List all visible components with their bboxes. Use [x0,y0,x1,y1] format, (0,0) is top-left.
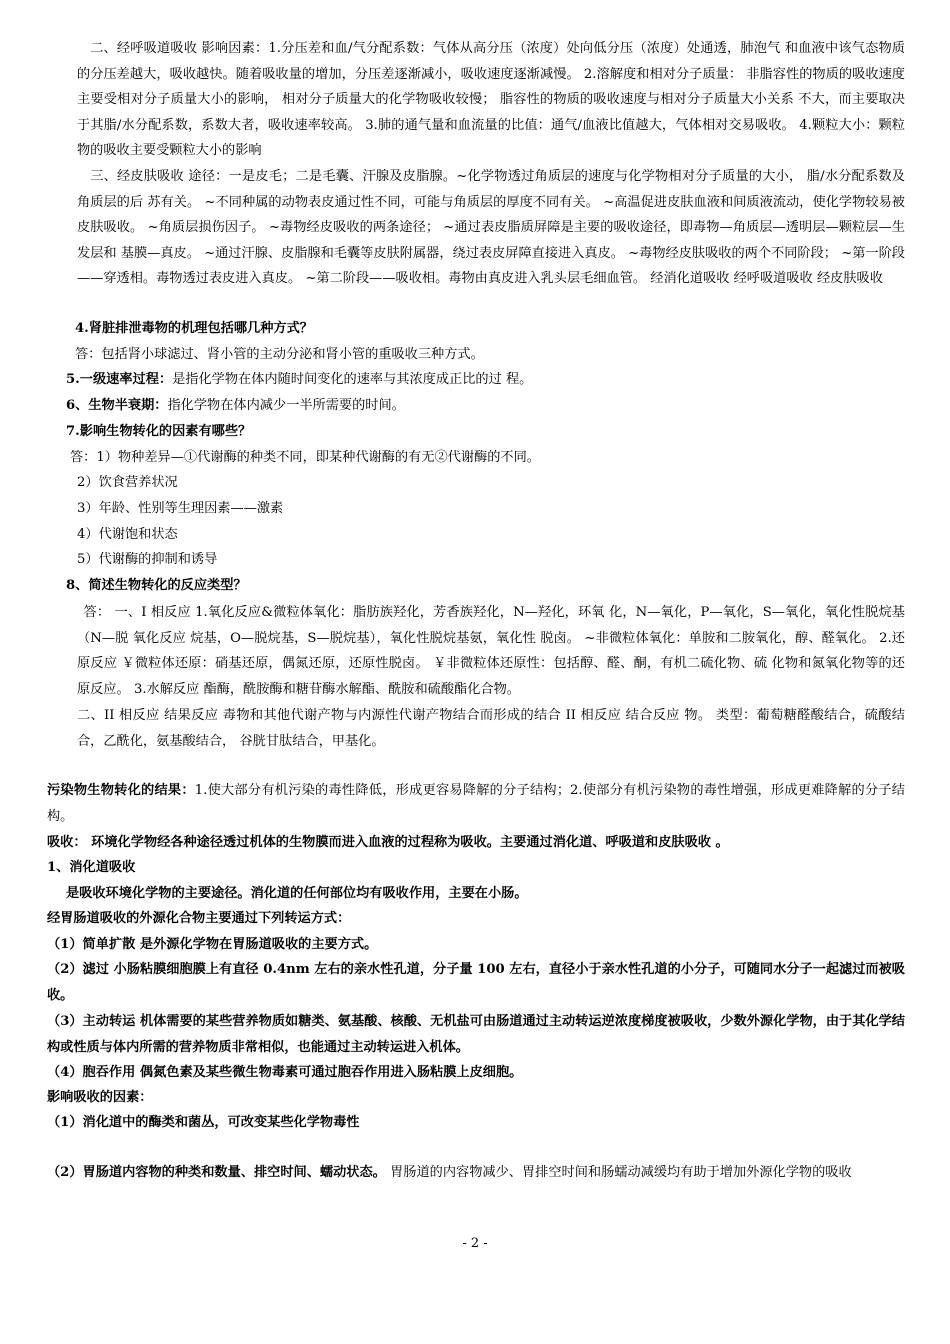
digestive-absorption-text: 是吸收环境化学物的主要途径。消化道的任何部位均有吸收作用，主要在小肠。 [66,886,528,901]
answer-8-phase-1: 答： 一、I 相反应 1.氧化反应&微粒体氧化：脂肪族羟化，芳香族羟化，N—羟化，环氧 化，N—氧化，P—氧化，S—氧化，氧化性脱烷基（N—脱 氧化反应 烷基，O—脱烷基，S—脱烷基），氧化性脱烷基氨，氧化性 脱卤。 ~非微粒体氧化：单胺和二胺氧化，醇、醛氧化。 2.还原反应 ￥微粒体还原：硝基还原，偶氮还原，还原性脱卤。 ￥非微粒体还原性：包括醇、醛、酮，有机二硫化物、硫 化物和氮氧化物等的还原反应。 3.水解反应 酯酶，酰胺酶和糖苷酶水解酯、酰胺和硫酸酯化合物。 [77,605,905,697]
page-number: - 2 - [462,1236,488,1251]
factor-1: （1）消化道中的酶类和菌丛，可改变某些化学物毒性 [47,1115,360,1130]
term-definition: 1.使大部分有机污染的毒性降低，形成更容易降解的分子结构；2.使部分有机污染物的毒性增强，形成更难降解的分子结构。 [47,783,905,825]
paragraph-transformation-results [47,778,905,830]
absorption-definition: 吸收： 环境化学物经各种途径透过机体的生物膜而进入血液的过程称为吸收。主要通过消化道、呼吸道和皮肤吸收 。 [47,835,729,850]
answer-8-phase-2: 二、II 相反应 结果反应 毒物和其他代谢产物与内源性代谢产物结合而形成的结合 II 相反应 结合反应 物。 类型：葡萄糖醛酸结合，硫酸结合，乙酰化，氨基酸结合， 谷胱甘肽结合，甲基化。 [77,708,905,749]
transport-route-1: （1）简单扩散 是外源化学物在胃肠道吸收的主要方式。 [47,937,378,952]
question-7: 7.影响生物转化的因素有哪些？ [66,424,252,439]
paragraph-skin-absorption: 三、经皮肤吸收 途径：一是皮毛；二是毛囊、汗腺及皮脂腺。~化学物透过角质层的速度与化学物相对分子质量的大小， 脂/水分配系数及角质层的后 苏有关。 ~不同种属的动物表皮通过性不同，可能与角质层的厚度不同有关。 ~高温促进皮肤血液和间质液流动，使化学物较易被皮肤吸收。 ~角质层损伤因子。 ~毒物经皮吸收的两条途径； ~通过表皮脂质屏障是主要的吸收途径，即毒物—角质层—透明层—颗粒层—生发层和 基膜—真皮。 ~通过汗腺、皮脂腺和毛囊等皮肤附属器，绕过表皮屏障直接进入真皮。 ~毒物经皮肤吸收的两个不同阶段； ~第一阶段——穿透相。毒物透过表皮进入真皮。 ~第二阶段——吸收相。毒物由真皮进入乳头层毛细血管。 经消化道吸收 经呼吸道吸收 经皮肤吸收 [77,169,905,287]
factor-2 [47,1160,905,1186]
item-first-order-rate [66,369,532,391]
question-8: 8、简述生物转化的反应类型？ [66,578,247,593]
factor-label: （2）胃肠道内容物的种类和数量、排空时间、蠕动状态。 [47,1165,386,1180]
answer-7-line: 答：1）物种差异—①代谢酶的种类不同，即某种代谢酶的有无②代谢酶的不同。 [70,450,540,465]
factor-text: 胃肠道的内容物减少、胃排空时间和肠蠕动减缓均有助于增加外源化学物的吸收 [385,1165,852,1180]
answer-7-line: 3）年龄、性别等生理因素——激素 [77,501,284,516]
term-definition: 指化学物在体内减少一半所需要的时间。 [167,398,405,413]
transport-routes-heading: 经胃肠道吸收的外源化合物主要通过下列转运方式： [47,911,351,926]
heading-digestive-absorption: 1、消化道吸收 [47,860,136,875]
question-4: 4.肾脏排泄毒物的机理包括哪几种方式？ [75,321,313,336]
answer-4: 答：包括肾小球滤过、肾小管的主动分泌和肾小管的重吸收三种方式。 [75,347,484,362]
answer-7-line: 2）饮食营养状况 [77,475,178,490]
term-label: 5.一级速率过程： [66,372,173,387]
answer-7-line: 5）代谢酶的抑制和诱导 [77,552,218,567]
transport-route-4: （4）胞吞作用 偶氮色素及某些微生物毒素可通过胞吞作用进入肠粘膜上皮细胞。 [47,1065,523,1080]
term-label: 6、生物半衰期： [66,398,168,413]
item-half-life [66,395,405,417]
paragraph-respiratory-absorption: 二、经呼吸道吸收 影响因素：1.分压差和血/气分配系数：气体从高分压（浓度）处向低分压（浓度）处通透，肺泡气 和血液中该气态物质的分压差越大，吸收越快。随着吸收量的增加，分压差逐渐减小，吸收速度逐渐减慢。 2.溶解度和相对分子质量： 非脂容性的物质的吸收速度主要受相对分子质量大小的影响， 相对分子质量大的化学物吸收较慢； 脂容性的物质的吸收速度与相对分子质量大小关系 不大，而主要取决于其脂/水分配系数，系数大者，吸收速率较高。 3.肺的通气量和血流量的比值：通气/血液比值越大，气体相对交易吸收。 4.颗粒大小：颗粒物的吸收主要受颗粒大小的影响 [77,41,905,159]
term-definition: 是指化学物在体内随时间变化的速率与其浓度成正比的过 程。 [172,372,533,387]
term-label: 污染物生物转化的结果： [47,783,195,798]
transport-route-3: （3）主动转运 机体需要的某些营养物质如糖类、氨基酸、核酸、无机盐可由肠道通过主动转运逆浓度梯度被吸收，少数外源化学物，由于其化学结构或性质与体内所需的营养物质非常相似，也能通过主动转运进入机体。 [47,1014,905,1056]
transport-route-2: （2）滤过 小肠粘膜细胞膜上有直径 0.4nm 左右的亲水性孔道，分子量 100 左右，直径小于亲水性孔道的小分子，可随同水分子一起滤过而被吸收。 [47,962,905,1004]
answer-7-line: 4）代谢饱和状态 [77,527,178,542]
factors-heading: 影响吸收的因素： [47,1090,153,1105]
